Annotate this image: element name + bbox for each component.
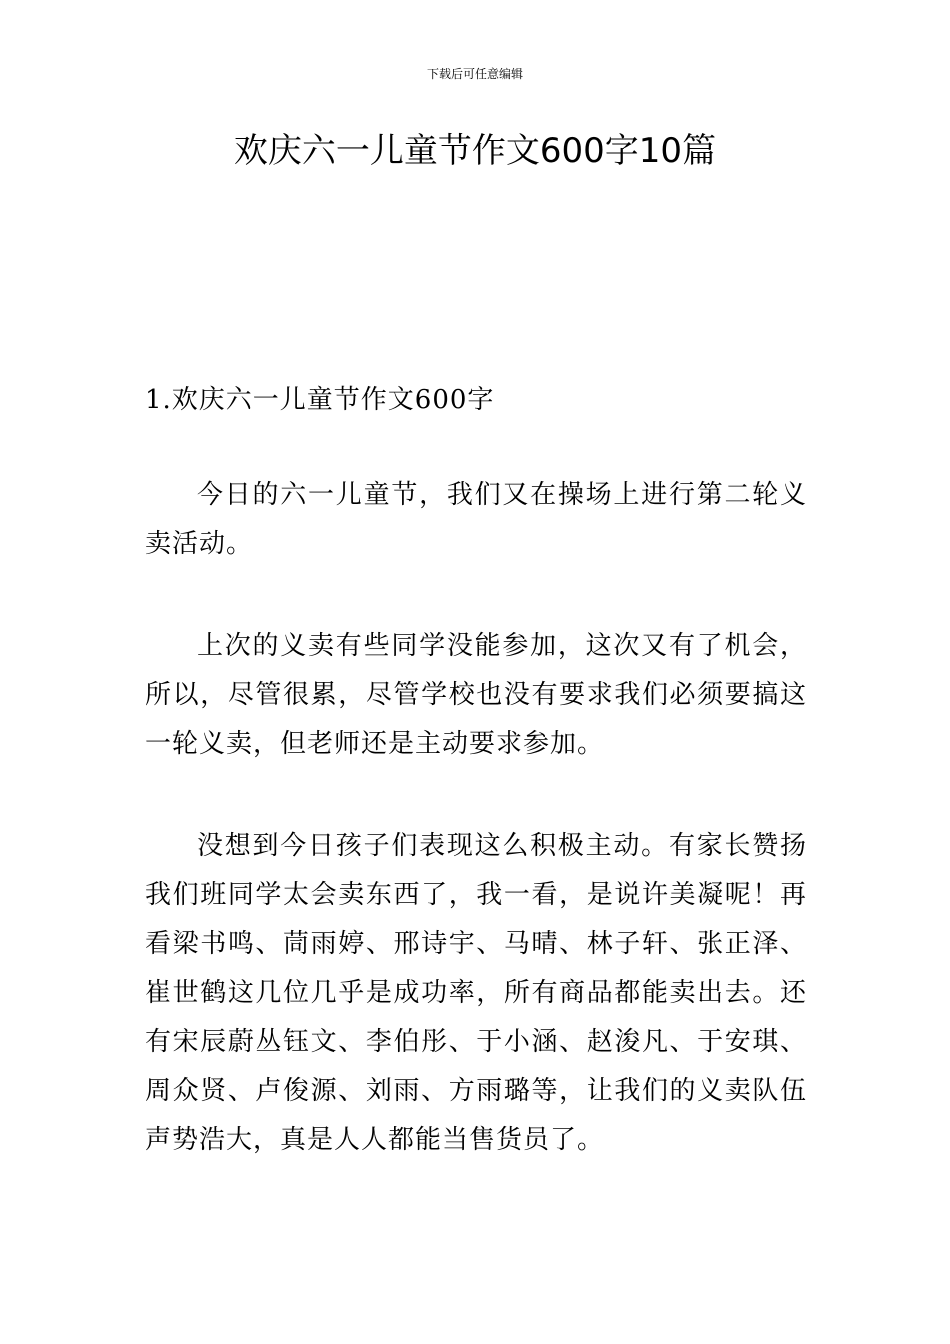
header-note: 下载后可任意编辑 <box>426 67 523 81</box>
paragraph-1: 今日的六一儿童节，我们又在操场上进行第二轮义卖活动。 <box>145 480 807 559</box>
paragraph-2: 上次的义卖有些同学没能参加，这次又有了机会，所以，尽管很累，尽管学校也没有要求我们必须要搞这一轮义卖，但老师还是主动要求参加。 <box>145 631 807 759</box>
document-title: 欢庆六一儿童节作文600字10篇 <box>233 131 717 171</box>
section-heading: 1.欢庆六一儿童节作文600字 <box>145 385 495 415</box>
paragraph-3: 没想到今日孩子们表现这么积极主动。有家长赞扬我们班同学太会卖东西了，我一看，是说许美凝呢！再看梁书鸣、茼雨婷、邢诗宇、马晴、林子轩、张正泽、崔世鹤这几位几乎是成功率，所有商品都能卖出去。还有宋辰蔚丛钰文、李伯彤、于小涵、赵浚凡、于安琪、周众贤、卢俊源、刘雨、方雨璐等，让我们的义卖队伍声势浩大，真是人人都能当售货员了。 <box>145 831 807 1155</box>
document-body <box>145 376 807 1218</box>
